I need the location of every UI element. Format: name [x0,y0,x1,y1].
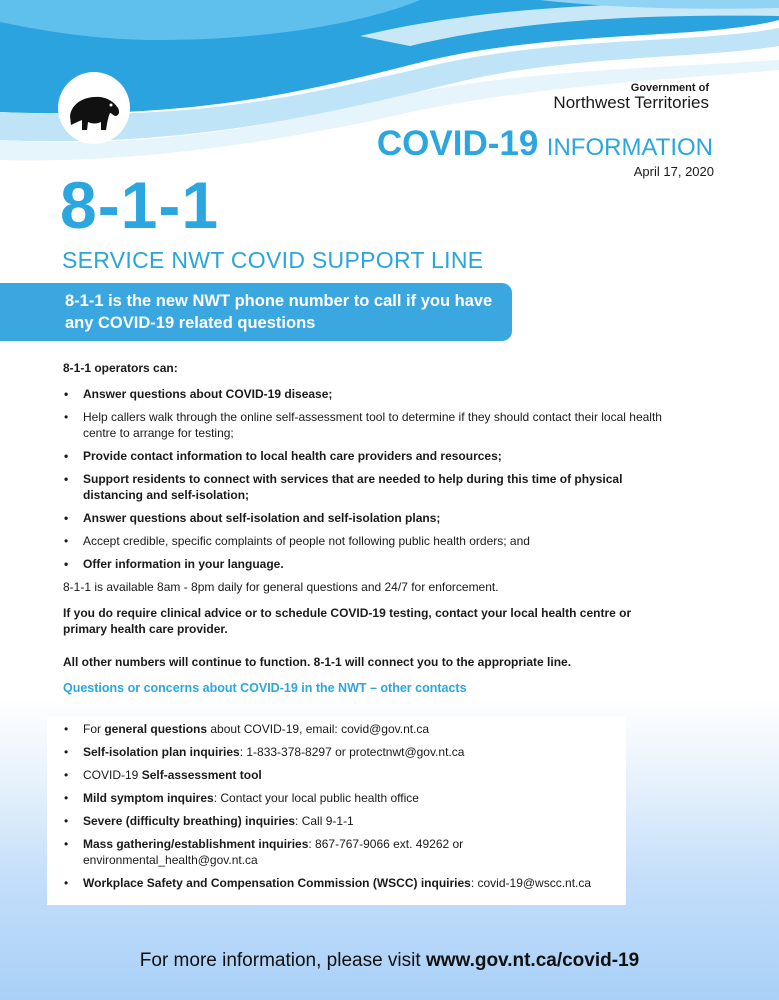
availability-text: 8-1-1 is available 8am - 8pm daily for general questions and 24/7 for enforcement. [63,580,499,594]
intro-banner [0,283,512,341]
list-item: • Severe (difficulty breathing) inquiries: Call 9-1-1 [63,813,623,829]
hotline-subtitle: SERVICE NWT COVID SUPPORT LINE [62,247,484,273]
footer-text: For more information, please visit [139,950,426,971]
list-item: • For general questions about COVID-19, email: covid@gov.nt.ca [63,721,623,737]
list-item: • Help callers walk through the online self-assessment tool to determine if they should contact their local health centre to arrange for testing; [63,409,663,441]
publish-date: April 17, 2020 [633,164,714,179]
footer-info [0,950,779,972]
main-content [63,360,663,706]
page-title [377,124,713,164]
contacts-heading: Questions or concerns about COVID-19 in the NWT – other contacts [63,681,467,695]
hotline-number: 8-1-1 [60,168,220,242]
operators-lead: 8-1-1 operators can: [63,361,178,375]
list-item: • Workplace Safety and Compensation Commission (WSCC) inquiries: covid-19@wscc.nt.ca [63,875,623,891]
intro-banner-text: 8-1-1 is the new NWT phone number to call if you have any COVID-19 related questions [65,292,493,332]
gov-line-1: Government of [630,82,709,94]
list-item: • Mass gathering/establishment inquiries: 867-767-9066 ext. 49262 or environmental_health@gov.nt.ca [63,836,623,868]
list-item: • Offer information in your language. [63,556,663,572]
title-sub: INFORMATION [546,134,713,161]
contacts-list [63,721,623,898]
list-item: • Support residents to connect with services that are needed to help during this time of physical distancing and self-isolation; [63,471,663,503]
list-item: • Answer questions about COVID-19 disease; [63,386,663,402]
clinical-advice-text: If you do require clinical advice or to schedule COVID-19 testing, contact your local health centre or primary health care provider. [63,606,632,636]
polar-bear-logo-icon [58,72,130,144]
list-item: • Provide contact information to local health care providers and resources; [63,448,663,464]
list-item: • Self-isolation plan inquiries: 1-833-378-8297 or protectnwt@gov.nt.ca [63,744,623,760]
list-item: • Accept credible, specific complaints of people not following public health orders; and [63,533,663,549]
list-item: • COVID-19 Self-assessment tool [63,767,623,783]
list-item: • Mild symptom inquires: Contact your local public health office [63,790,623,806]
footer-url: www.gov.nt.ca/covid-19 [425,950,640,971]
other-numbers-text: All other numbers will continue to function. 8-1-1 will connect you to the appropriate line. [63,655,572,669]
government-wordmark [553,82,709,113]
title-main: COVID-19 [376,124,539,163]
gov-line-2: Northwest Territories [553,93,709,113]
list-item: • Answer questions about self-isolation and self-isolation plans; [63,510,663,526]
operators-list [63,386,663,572]
